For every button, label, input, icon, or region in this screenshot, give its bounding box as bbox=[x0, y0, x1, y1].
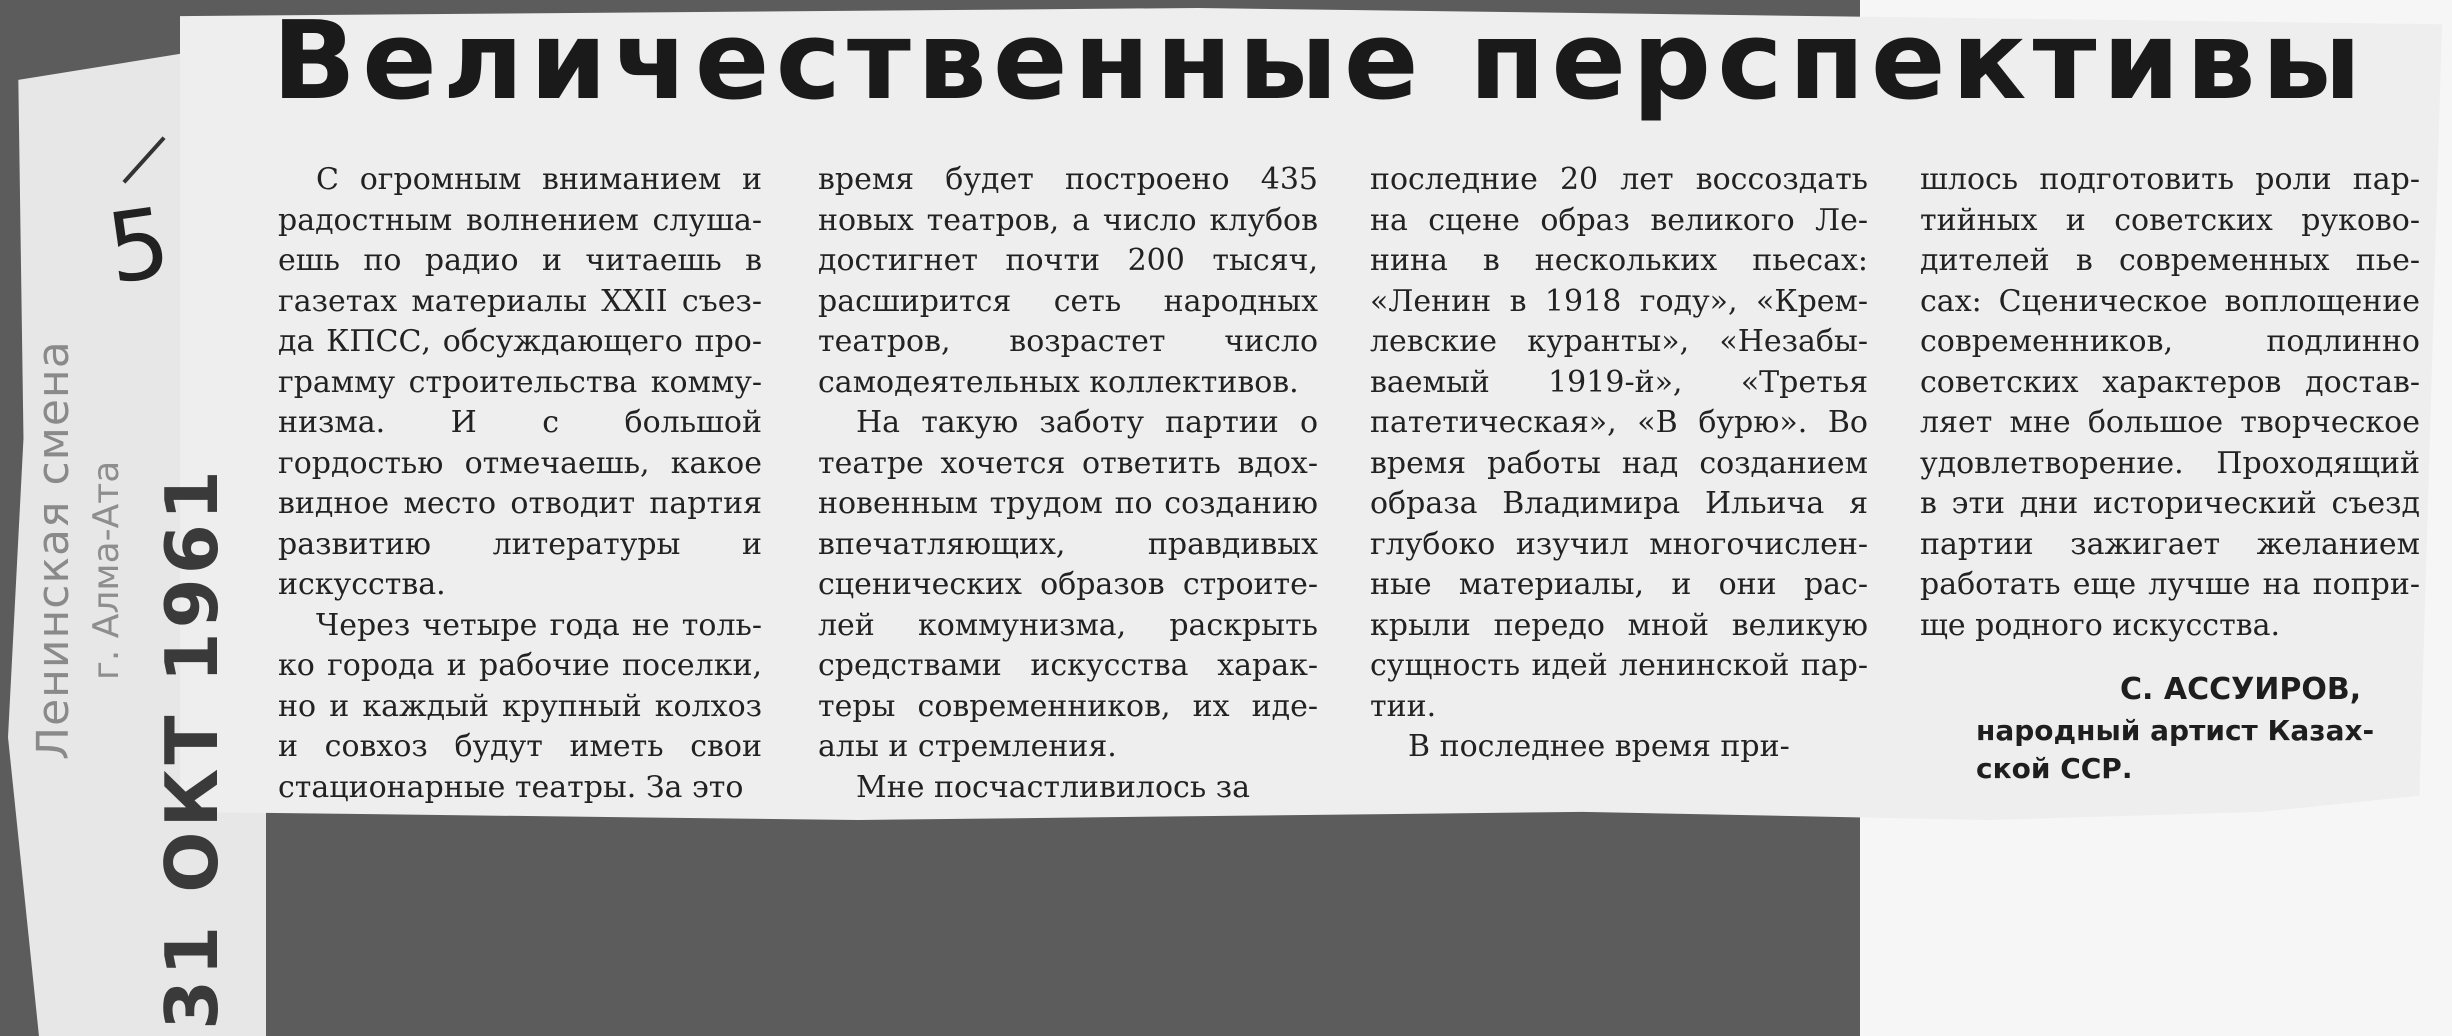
article-column-4 bbox=[1920, 160, 2420, 646]
paragraph: С огромным вниманием и радостным волнением слушаешь по радио и читаешь в газетах материалы XXII съезда КПСС, обсуждающего программу строительства коммунизма. И с большой гордостью отмечаешь, какое видное место отводит партия развитию литературы и искусства. bbox=[278, 162, 762, 602]
article-headline: Величественные перспективы bbox=[272, 0, 2368, 124]
article-column-3 bbox=[1370, 160, 1868, 768]
publication-stamp: Ленинская смена bbox=[28, 340, 79, 760]
handwritten-number: 5 bbox=[100, 186, 177, 306]
paragraph: шлось подготовить роли партийных и советских руководителей в современных пьесах: Сценическое воплощение современников, подлинно советских характеров доставляет мне большое творческое удовлетворение. Проходящий в эти дни исторический съезд партии зажигает желанием работать еще лучше на поприще родного искусства. bbox=[1920, 162, 2420, 643]
date-stamp: 31 ОКТ 1961 bbox=[150, 466, 234, 1030]
article-column-1 bbox=[278, 160, 762, 808]
author-title: народный артист Казахской ССР. bbox=[1976, 714, 2375, 785]
paragraph: время будет построено 435 новых театров, а число клубов достигнет почти 200 тысяч, расширится сеть народных театров, возрастет число самодеятельных коллективов. bbox=[818, 162, 1318, 400]
author-name: С. АССУИРОВ, bbox=[2120, 672, 2362, 707]
paragraph: Через четыре года не только города и рабочие поселки, но и каждый крупный колхоз и совхоз будут иметь свои стационарные театры. За это bbox=[278, 607, 762, 805]
article-column-2 bbox=[818, 160, 1318, 808]
paragraph: Мне посчастливилось за bbox=[856, 769, 1250, 805]
paragraph: В последнее время при- bbox=[1408, 729, 1790, 764]
publication-city-stamp: г. Алма-Ата bbox=[86, 460, 127, 680]
paragraph: последние 20 лет воссоздать на сцене образ великого Ленина в нескольких пьесах: «Ленин в 1918 году», «Кремлевские куранты», «Незабываемый 1919-й», «Третья патетическая», «В бурю». Во время работы над созданием образа Владимира Ильича я глубоко изучил многочисленные материалы, и они раскрыли передо мной великую сущность идей ленинской партии. bbox=[1370, 162, 1868, 724]
paragraph: На такую заботу партии о театре хочется ответить вдохновенным трудом по созданию впечатляющих, правдивых сценических образов строителей коммунизма, раскрыть средствами искусства характеры современников, их идеалы и стремления. bbox=[818, 405, 1318, 764]
